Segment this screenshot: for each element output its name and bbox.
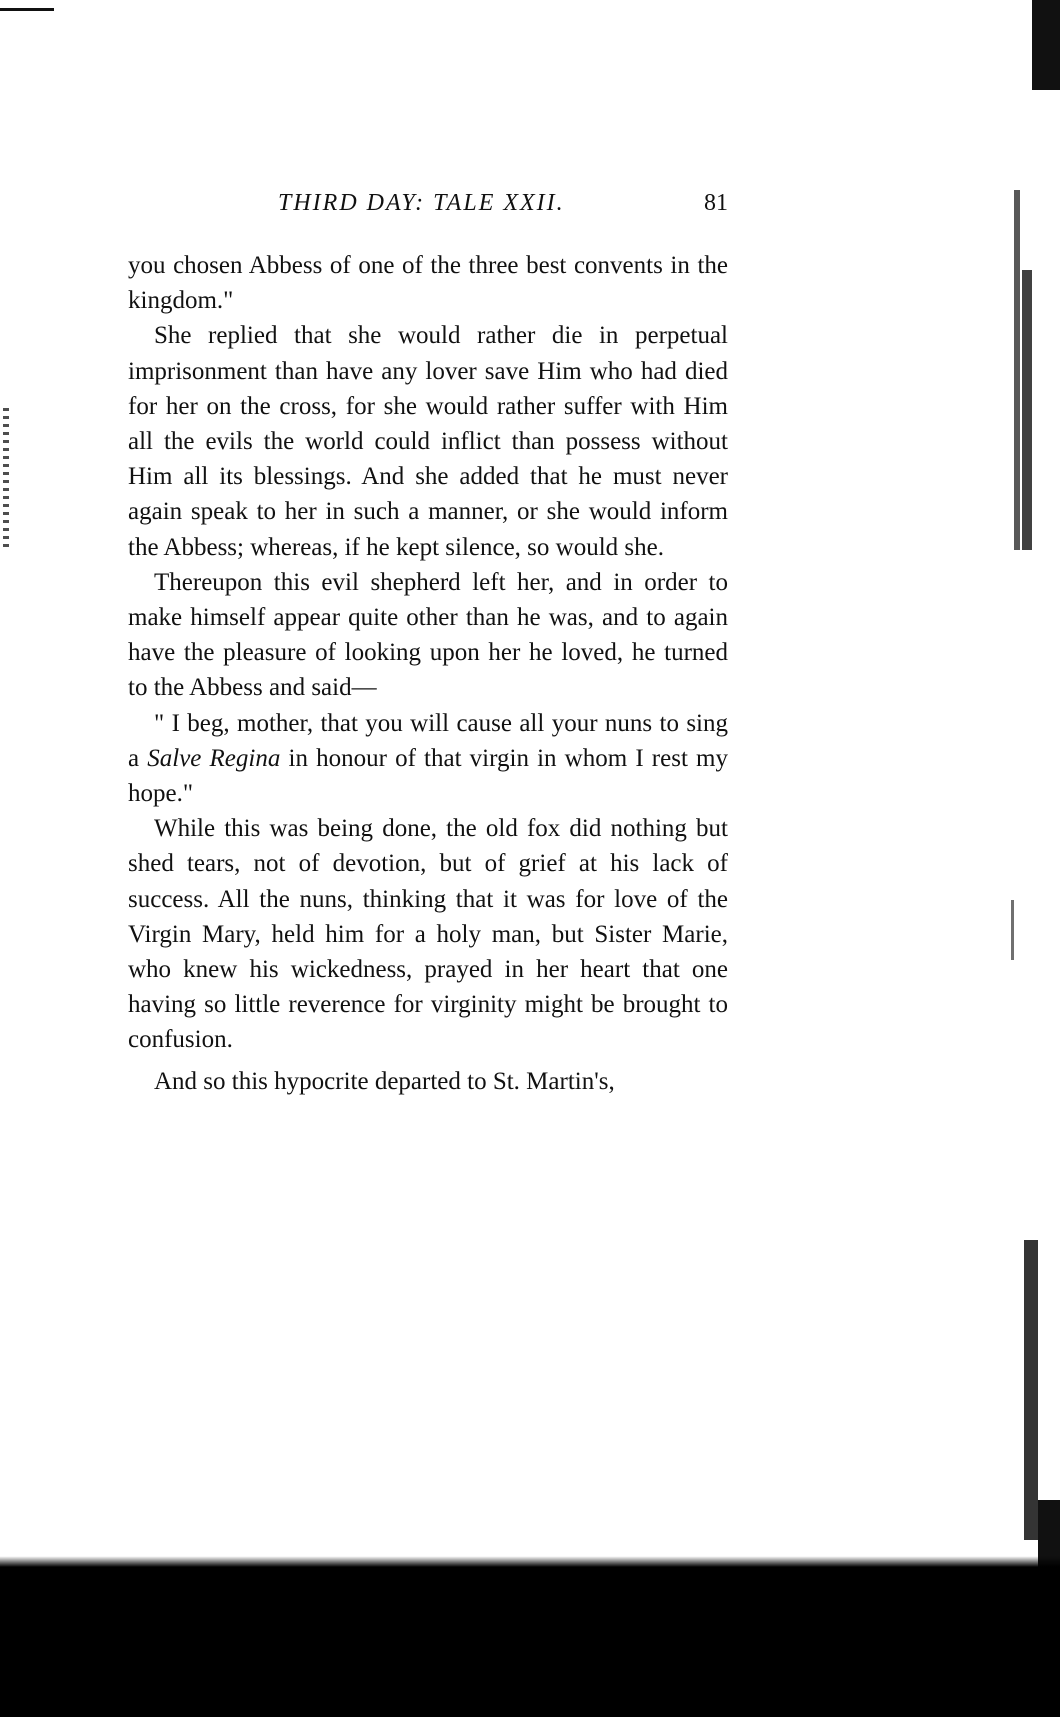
scan-edge-mark [0, 8, 54, 11]
quote-text: in honour of that virgin in whom I rest my hope." [128, 744, 728, 808]
binding-shadow [998, 0, 1060, 1717]
paragraph: you chosen Abbess of one of the three best convents in the kingdom." [128, 252, 728, 315]
running-title: THIRD DAY: TALE XXII. [278, 190, 565, 216]
page-number: 81 [704, 190, 728, 216]
scan-bottom-edge [0, 1549, 1060, 1567]
paragraph: While this was being done, the old fox did nothing but shed tears, not of devotion, but of grief at his lack of success. All the nuns, thinking that it was for love of the Virgin Mary, held him for a holy man, but Sister Marie, who knew his wickedness, prayed in her heart that one having so little reverence for virginity might be brought to confusion. [128, 815, 728, 1054]
scan-bottom-border [0, 1567, 1060, 1717]
scan-speckles [3, 408, 9, 548]
running-head [128, 190, 728, 226]
paragraph-quote [128, 706, 728, 812]
paragraph: Thereupon this evil shepherd left her, and in order to make himself appear quite other than he was, and to again have the pleasure of looking upon her he loved, he turned to the Abbess and said— [128, 568, 728, 702]
quote-text: " I beg, mother, that you will cause all your nuns to sing a [128, 709, 728, 772]
paragraph: She replied that she would rather die in perpetual imprisonment than have any lover save Him who had died for her on the cross, for she would rather suffer with Him all the evils the world could inflict than possess without Him all its blessings. And she added that he must never again speak to her in such a manner, or she would inform the Abbess; whereas, if he kept silence, so would she. [128, 322, 728, 561]
paragraph: And so this hypocrite departed to St. Martin's, [154, 1067, 615, 1095]
body-text [128, 248, 728, 1099]
italic-title: Salve Regina [147, 744, 281, 772]
